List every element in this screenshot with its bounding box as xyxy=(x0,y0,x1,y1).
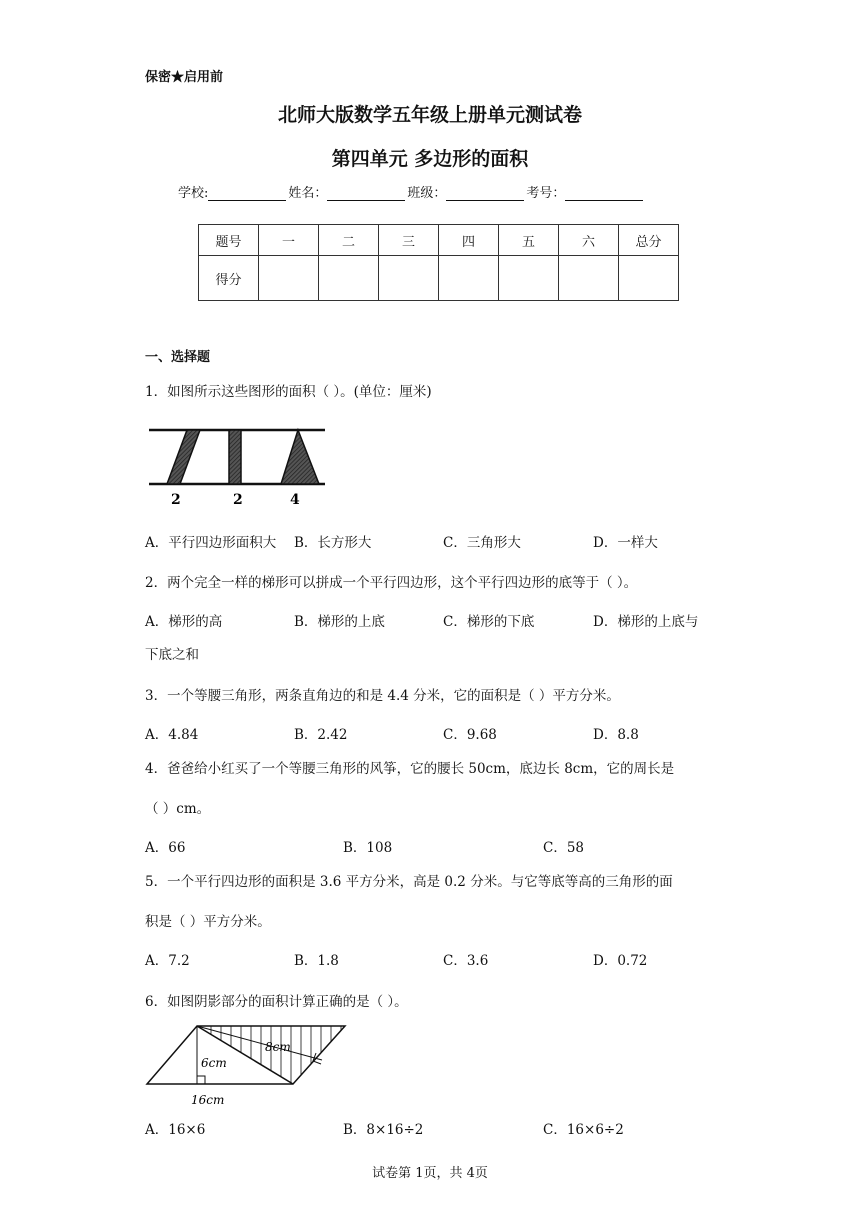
school-blank[interactable] xyxy=(208,186,286,201)
score-cell[interactable] xyxy=(319,256,379,301)
triangle-shape xyxy=(281,430,319,484)
question-2-stem: 2．两个完全一样的梯形可以拼成一个平行四边形，这个平行四边形的底等于（ ）。 xyxy=(145,575,638,591)
question-3-stem: 3．一个等腰三角形，两条直角边的和是 4.4 分米，它的面积是（ ）平方分米。 xyxy=(145,688,620,704)
score-cell[interactable] xyxy=(259,256,319,301)
question-1-figure xyxy=(145,418,330,510)
question-6-figure xyxy=(145,1020,355,1112)
figure-label: 8cm xyxy=(265,1040,291,1054)
option-c[interactable]: C．9.68 xyxy=(443,727,497,743)
option-c[interactable]: C．58 xyxy=(543,840,585,856)
option-c[interactable]: C．16×6÷2 xyxy=(543,1122,624,1138)
school-label: 学校: xyxy=(178,186,209,201)
table-cell: 四 xyxy=(439,225,499,256)
option-b[interactable]: B．长方形大 xyxy=(294,535,372,551)
option-a[interactable]: A．4.84 xyxy=(145,727,199,743)
secret-label: 保密★启用前 xyxy=(145,70,224,85)
option-b[interactable]: B．梯形的上底 xyxy=(294,614,385,630)
question-4-stem: 4．爸爸给小红买了一个等腰三角形的风筝，它的腰长 50cm，底边长 8cm，它的周长是 xyxy=(145,761,675,777)
figure-label: 6cm xyxy=(201,1056,227,1070)
table-cell: 一 xyxy=(259,225,319,256)
score-cell[interactable] xyxy=(559,256,619,301)
student-info xyxy=(178,182,645,201)
option-b[interactable]: B．108 xyxy=(343,840,393,856)
question-4-continuation: （ ）cm。 xyxy=(145,801,211,817)
option-a[interactable]: A．平行四边形面积大 xyxy=(145,535,277,551)
table-cell: 题号 xyxy=(199,225,259,256)
score-cell[interactable] xyxy=(499,256,559,301)
question-5-continuation: 积是（ ）平方分米。 xyxy=(145,914,271,930)
question-5-stem: 5．一个平行四边形的面积是 3.6 平方分米，高是 0.2 分米。与它等底等高的三角形的面 xyxy=(145,874,673,890)
table-cell: 三 xyxy=(379,225,439,256)
parallelogram-shape xyxy=(167,430,200,484)
section-heading: 一、选择题 xyxy=(145,350,211,365)
score-cell[interactable] xyxy=(439,256,499,301)
exam-subtitle: 第四单元 多边形的面积 xyxy=(331,148,529,170)
rectangle-shape xyxy=(229,430,241,484)
figure-label: 16cm xyxy=(191,1093,225,1107)
question-1-stem: 1．如图所示这些图形的面积（ ）。(单位：厘米) xyxy=(145,384,432,400)
figure-label: 2 xyxy=(171,492,181,508)
option-a[interactable]: A．66 xyxy=(145,840,186,856)
option-b[interactable]: B．1.8 xyxy=(294,953,339,969)
page-footer: 试卷第 1页，共 4页 xyxy=(372,1166,488,1181)
class-label: 班级： xyxy=(407,186,447,201)
option-b[interactable]: B．2.42 xyxy=(294,727,348,743)
table-cell: 总分 xyxy=(619,225,679,256)
table-row xyxy=(199,256,679,301)
option-a[interactable]: A．16×6 xyxy=(145,1122,206,1138)
option-c[interactable]: C．3.6 xyxy=(443,953,489,969)
score-cell[interactable] xyxy=(619,256,679,301)
option-c[interactable]: C．梯形的下底 xyxy=(443,614,535,630)
exam-number-label: 考号： xyxy=(526,186,566,201)
table-cell: 二 xyxy=(319,225,379,256)
question-6-stem: 6．如图阴影部分的面积计算正确的是（ ）。 xyxy=(145,994,408,1010)
name-label: 姓名： xyxy=(288,186,328,201)
table-cell: 五 xyxy=(499,225,559,256)
question-2-continuation: 下底之和 xyxy=(145,647,199,663)
option-b[interactable]: B．8×16÷2 xyxy=(343,1122,424,1138)
option-a[interactable]: A．7.2 xyxy=(145,953,190,969)
exam-title: 北师大版数学五年级上册单元测试卷 xyxy=(277,104,582,126)
option-d[interactable]: D．梯形的上底与 xyxy=(593,614,699,630)
figure-label: 2 xyxy=(233,492,243,508)
score-cell[interactable] xyxy=(379,256,439,301)
option-d[interactable]: D．8.8 xyxy=(593,727,639,743)
table-cell: 六 xyxy=(559,225,619,256)
table-cell: 得分 xyxy=(199,256,259,301)
class-blank[interactable] xyxy=(446,186,524,201)
table-row xyxy=(199,225,679,256)
name-blank[interactable] xyxy=(327,186,405,201)
option-a[interactable]: A．梯形的高 xyxy=(145,614,223,630)
option-d[interactable]: D．0.72 xyxy=(593,953,648,969)
option-c[interactable]: C．三角形大 xyxy=(443,535,521,551)
score-table xyxy=(198,224,679,301)
option-d[interactable]: D．一样大 xyxy=(593,535,658,551)
figure-label: 4 xyxy=(290,492,300,508)
exam-number-blank[interactable] xyxy=(565,186,643,201)
